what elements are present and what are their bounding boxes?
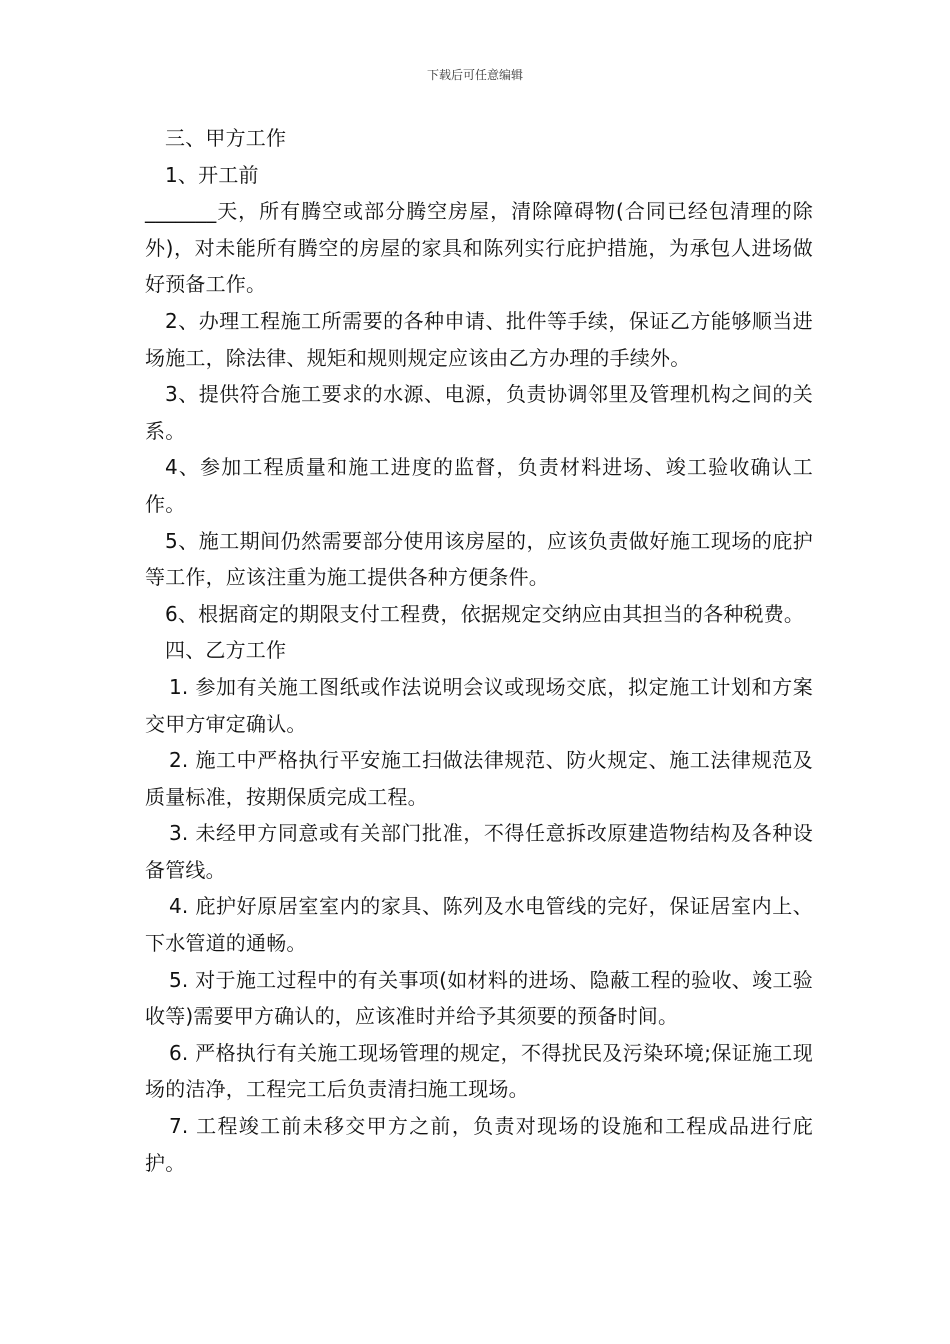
paragraph-supervision: 4、参加工程质量和施工进度的监督，负责材料进场、竣工验收确认工作。: [145, 455, 813, 516]
paragraph-clear-obstacles: _______天，所有腾空或部分腾空房屋，清除障碍物(合同已经包清理的除外)，对未能所有腾空的房屋的家具和陈列实行庇护措施，为承包人进场做好预备工作。: [145, 199, 813, 297]
paragraph-permits: 2、办理工程施工所需要的各种申请、批件等手续，保证乙方能够顺当进场施工，除法律、规矩和规则规定应该由乙方办理的手续外。: [145, 308, 813, 370]
paragraph-b-3: 3. 未经甲方同意或有关部门批准，不得任意拆改原建造物结构及各种设备管线。: [145, 821, 813, 882]
paragraph-payment: 6、根据商定的期限支付工程费，依据规定交纳应由其担当的各种税费。: [165, 601, 805, 626]
subheading-before-construction: 1、开工前: [165, 162, 259, 187]
page-header: 下载后可任意编辑: [426, 68, 523, 82]
section-heading-party-a: 三、甲方工作: [165, 126, 287, 150]
paragraph-b-6: 6. 严格执行有关施工现场管理的规定，不得扰民及污染环境;保证施工现场的洁净，工程完工后负责清扫施工现场。: [145, 1040, 813, 1102]
document-body: [145, 120, 813, 1181]
paragraph-b-4: 4. 庇护好原居室室内的家具、陈列及水电管线的完好，保证居室内上、下水管道的通畅。: [145, 894, 813, 956]
paragraph-b-5: 5. 对于施工过程中的有关事项(如材料的进场、隐蔽工程的验收、竣工验收等)需要甲方确认的，应该准时并给予其须要的预备时间。: [145, 967, 813, 1029]
paragraph-water-power: 3、提供符合施工要求的水源、电源，负责协调邻里及管理机构之间的关系。: [145, 382, 813, 443]
paragraph-b-7: 7. 工程竣工前未移交甲方之前，负责对现场的设施和工程成品进行庇护。: [145, 1114, 813, 1175]
section-heading-party-b: 四、乙方工作: [165, 638, 287, 663]
paragraph-house-use: 5、施工期间仍然需要部分使用该房屋的，应该负责做好施工现场的庇护等工作，应该注重为施工提供各种方便条件。: [145, 528, 813, 590]
paragraph-b-1: 1. 参加有关施工图纸或作法说明会议或现场交底，拟定施工计划和方案交甲方审定确认。: [145, 674, 813, 736]
paragraph-b-2: 2. 施工中严格执行平安施工扫做法律规范、防火规定、施工法律规范及质量标准，按期保质完成工程。: [145, 748, 813, 809]
